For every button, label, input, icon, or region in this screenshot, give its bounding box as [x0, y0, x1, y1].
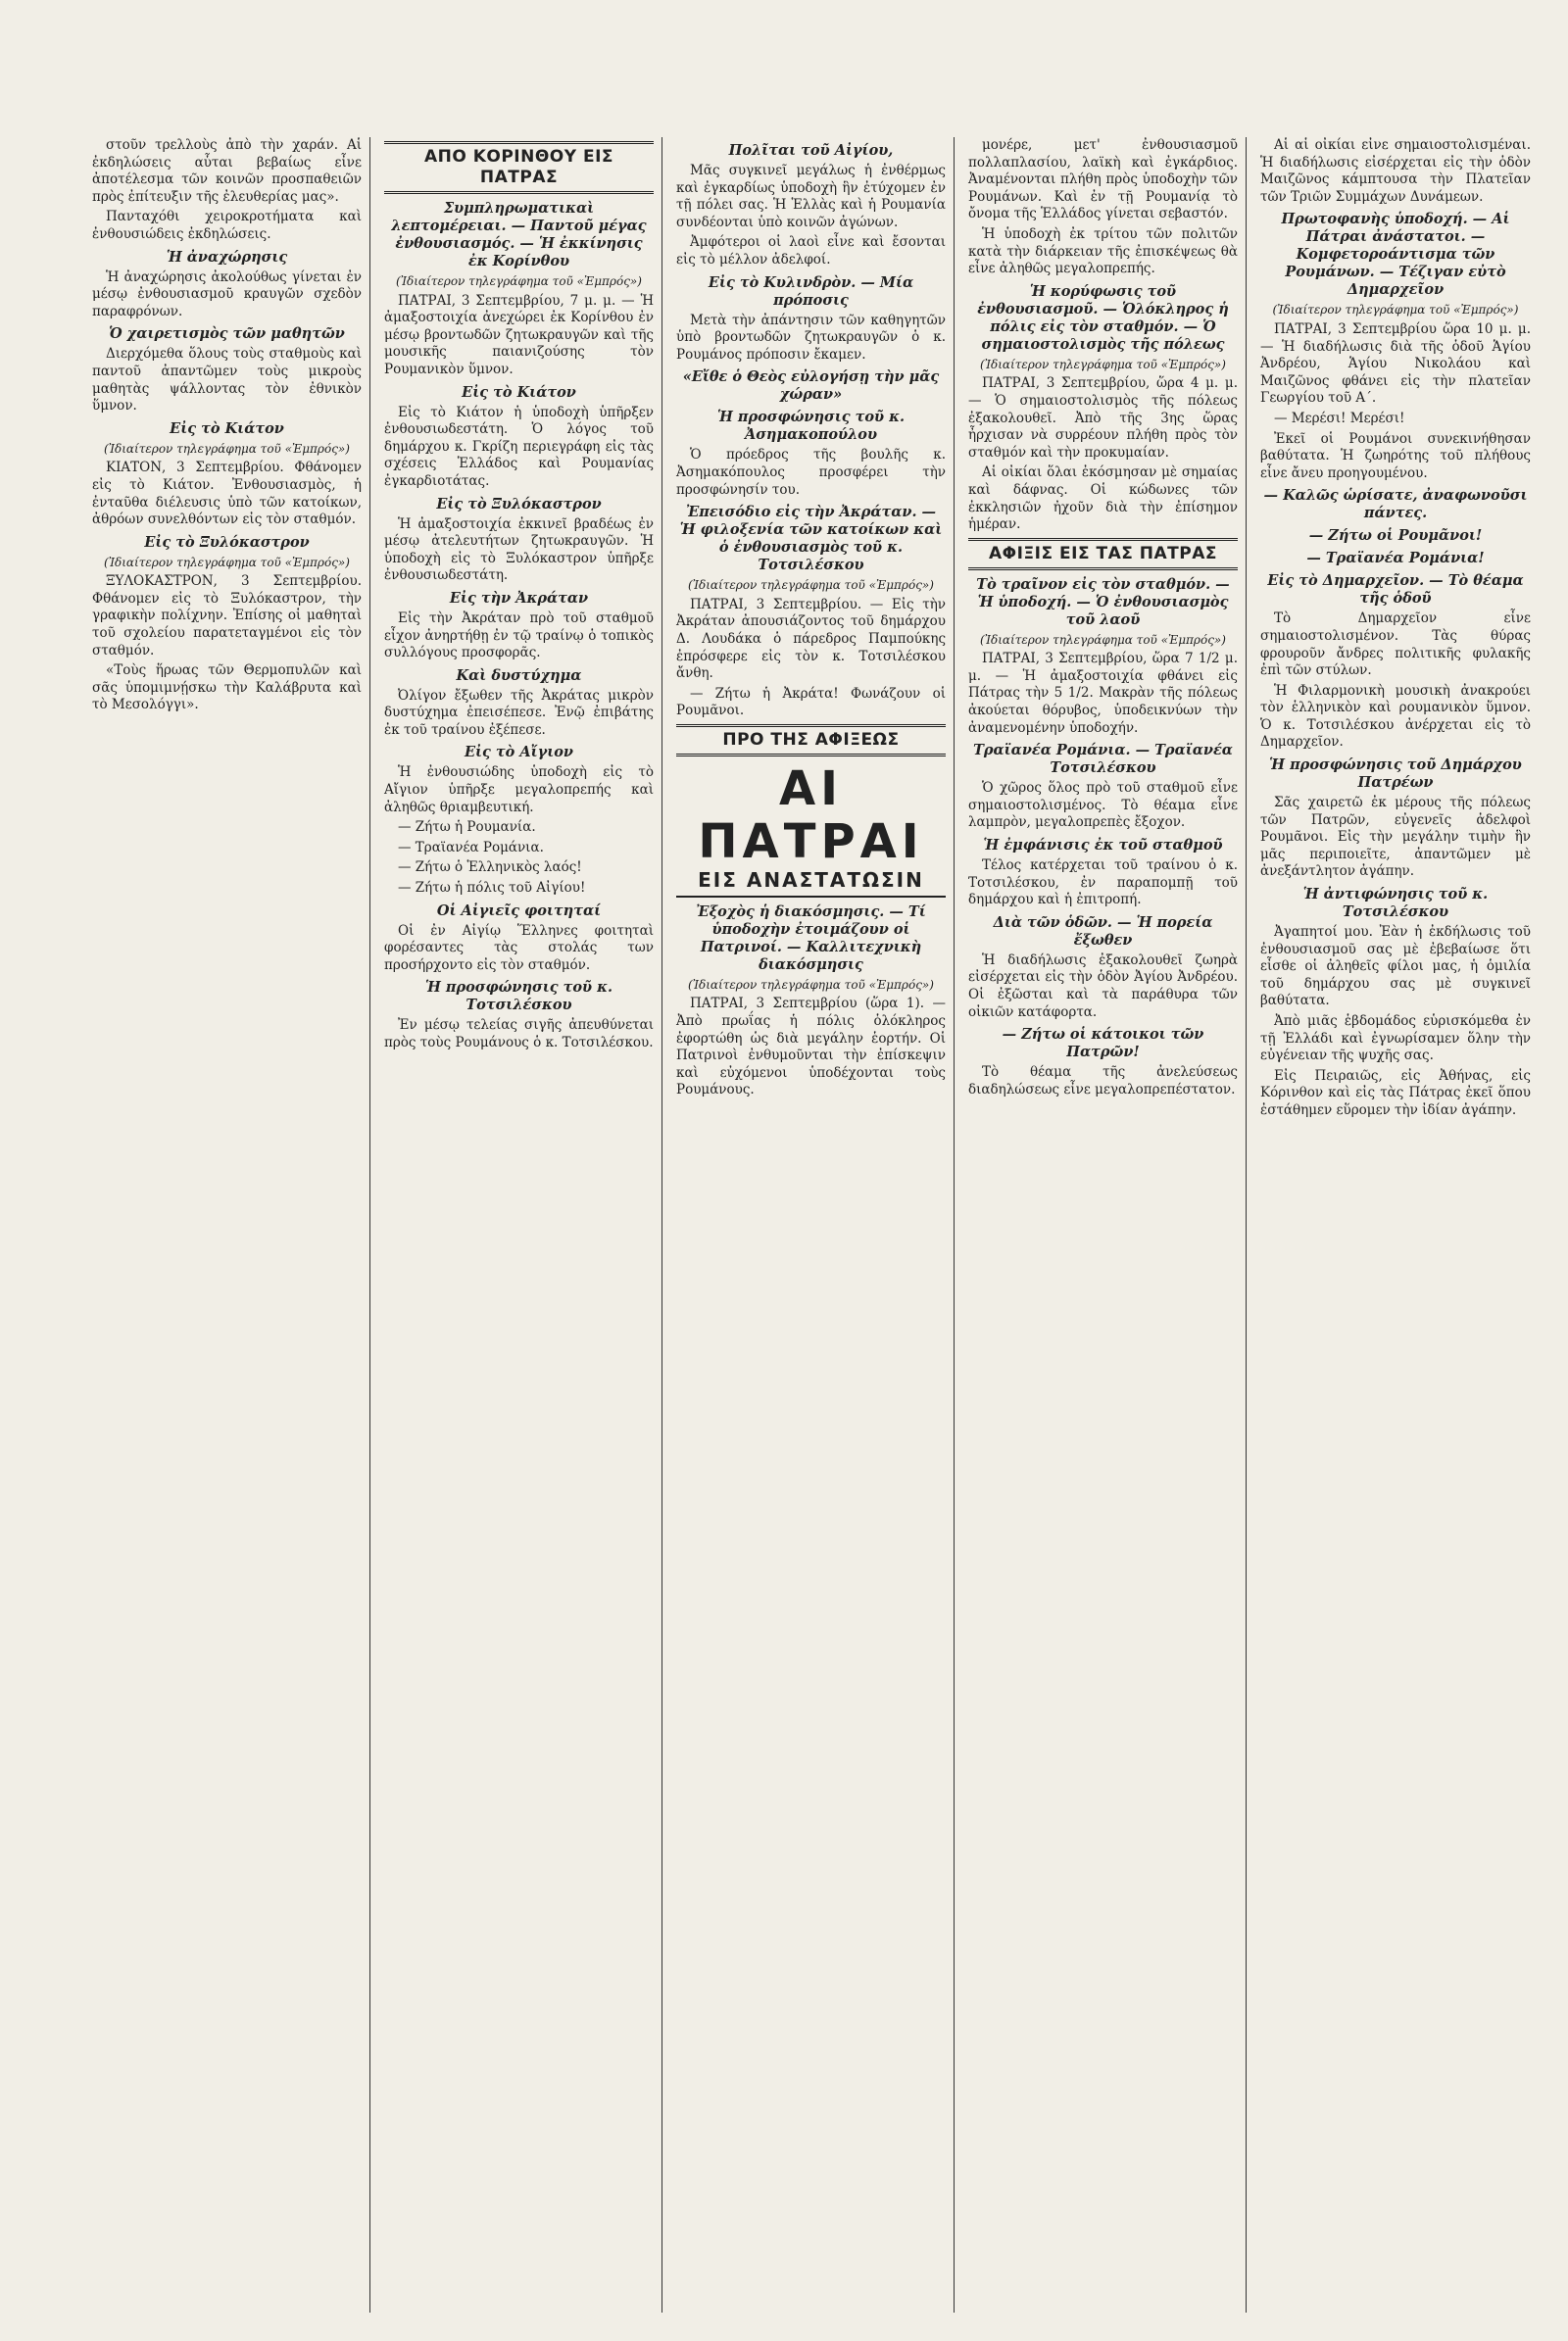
masthead [745, 90, 892, 123]
paragraph: Ἡ διαδήλωσις ἐξακολουθεῖ ζωηρὰ εἰσέρχεται εἰς τὴν ὁδὸν Ἀγίου Ἀνδρέου. Οἱ ἐξῶσται καὶ τὰ παράθυρα τῶν οἰκιῶν κατάφορτα. [968, 951, 1238, 1020]
subheading: Διὰ τῶν ὁδῶν. — Ἡ πορεία ἔξωθεν [993, 913, 1213, 949]
subheading: Εἰς τὸ Ξυλόκαστρον [436, 495, 602, 512]
paragraph: ΠΑΤΡΑΙ, 3 Σεπτεμβρίου, 7 μ. μ. — Ἡ ἀμαξοστοιχία ἀνεχώρει ἐκ Κορίνθου ἐν μέσῳ βροντωδῶν ζητωκραυγῶν καὶ τῆς μουσικῆς παιανιζούσης τὸν Ρουμανικὸν ὕμνον. [384, 292, 654, 377]
paragraph: Ὁ χῶρος ὅλος πρὸ τοῦ σταθμοῦ εἶνε σημαιοστολισμένος. Τὸ θέαμα εἶνε λαμπρὸν, μεγαλοπρεπὲς ἔξοχον. [968, 780, 1238, 831]
subheading: Εἰς τὴν Ἀκράταν [449, 589, 589, 607]
columns [88, 137, 1539, 2313]
paragraph: Ὀλίγον ἔξωθεν τῆς Ἀκράτας μικρὸν δυστύχημα ἐπεισέπεσε. Ἐνῷ ἐπιβάτης ἐκ τοῦ τραίνου ἐξέπεσε. [384, 687, 654, 738]
subheading: Εἰς τὸ Κιάτον [462, 383, 576, 401]
article-headline: ΑΦΙΞΙΣ ΕΙΣ ΤΑΣ ΠΑΤΡΑΣ [968, 538, 1238, 570]
paragraph: Τὸ Δημαρχεῖον εἶνε σημαιοστολισμένον. Τὰς θύρας φρουροῦν ἄνδρες πολιτικῆς φυλακῆς ἐπὶ τῶν στύλων. [1260, 610, 1531, 679]
dateline: (Ἰδιαίτερον τηλεγράφημα τοῦ «Ἐμπρός») [1272, 303, 1519, 317]
paragraph: ΠΑΤΡΑΙ, 3 Σεπτεμβρίου, ὥρα 4 μ. μ. — Ὁ σημαιοστολισμὸς τῆς πόλεως ἐξακολουθεῖ. Ἀπὸ τῆς 3ης ὥρας ἦρχισαν νὰ συρρέουν πλήθη πρὸς τὸν σταθμόν καὶ τὴν προκυμαίαν. [968, 375, 1238, 461]
paragraph: Σᾶς χαιρετῶ ἐκ μέρους τῆς πόλεως τῶν Πατρῶν, εὐγενεῖς ἀδελφοὶ Ρουμᾶνοι. Εἰς τὴν μεγάλην τιμὴν ἣν μᾶς περιποιεῖτε, ἀπαντῶμεν μὲ ἀνεξάντλητον ἀγάπην. [1260, 795, 1531, 880]
paragraph: Εἰς τὴν Ἀκράταν πρὸ τοῦ σταθμοῦ εἶχον ἀνηρτήθῃ ἐν τῷ τραίνῳ ὁ τοπικὸς συλλόγους προσφορᾶς. [384, 610, 654, 661]
paragraph: ΞΥΛΟΚΑΣΤΡΟΝ, 3 Σεπτεμβρίου. Φθάνομεν εἰς τὸ Ξυλόκαστρον, τὴν γραφικὴν πολίχνην. Ἐπίσης οἱ μαθηταὶ τοῦ σχολείου παρατεταγμένοι εἰς τὸν σταθμόν. [92, 573, 362, 658]
paragraph: Ἀμφότεροι οἱ λαοὶ εἶνε καὶ ἔσονται εἰς τὸ μέλλον ἀδελφοί. [676, 234, 946, 268]
column-4 [964, 137, 1247, 2313]
paragraph: Ἡ Φιλαρμονικὴ μουσικὴ ἀνακρούει τὸν ἑλληνικὸν καὶ ρουμανικὸν ὕμνον. Ὁ κ. Τοτσιλέσκου ἀνέρχεται εἰς τὸ Δημαρχεῖον. [1260, 682, 1531, 751]
subheading: — Καλῶς ὡρίσατε, ἀναφωνοῦσι πάντες. [1263, 487, 1528, 522]
column-3 [672, 137, 955, 2313]
paragraph: ΠΑΤΡΑΙ, 3 Σεπτεμβρίου (ὥρα 1). — Ἀπὸ πρωΐας ἡ πόλις ὁλόκληρος ἐφορτώθη ὡς διὰ μεγάλην ἑορτήν. Οἱ Πατρινοὶ ἐνθυμοῦνται τὴν ἐπίσκεψιν καὶ εὐχόμενοι ὑποδέχονται τοὺς Ρουμάνους. [676, 996, 946, 1098]
subheading: Εἰς τὸ Ξυλόκαστρον [144, 533, 310, 551]
dateline: (Ἰδιαίτερον τηλεγράφημα τοῦ «Ἐμπρός») [104, 441, 350, 456]
paragraph: Ἀπὸ μιᾶς ἑβδομάδος εὑρισκόμεθα ἐν τῇ Ἑλλάδι καὶ ἐγνωρίσαμεν ὅλην τὴν εὐγένειαν τῆς ψυχῆς σας. [1260, 1013, 1531, 1064]
subheading: Ἡ προσφώνησις τοῦ κ. Τοτσιλέσκου [424, 979, 613, 1014]
subheading: Τραϊανέα Ρομάνια. — Τραϊανέα Τοτσιλέσκου [973, 742, 1233, 777]
banner-headline: ΑΙ ΠΑΤΡΑΙ [698, 760, 924, 869]
subheading: Εἰς τὸ Κιάτον [170, 419, 284, 437]
quote: «Τοὺς ἥρωας τῶν Θερμοπυλῶν καὶ σᾶς ὑπομιμνῄσκω τὴν Καλάβρυτα καὶ τὸ Μεσολόγγι». [92, 662, 362, 713]
subheading: Ἡ προσφώνησις τοῦ Δημάρχου Πατρέων [1269, 756, 1522, 792]
paragraph: Αἱ αἱ οἰκίαι εἶνε σημαιοστολισμέναι. Ἡ διαδήλωσις εἰσέρχεται εἰς τὴν ὁδὸν Μαιζῶνος κάμπτουσα τὴν Πλατεῖαν τῶν Τριῶν Συμμάχων Δυνάμεων. [1260, 137, 1531, 205]
column-2 [380, 137, 662, 2313]
subheading: Συμπληρωματικαὶ λεπτομέρειαι. — Παντοῦ μέγας ἐνθουσιασμός. — Ἡ ἐκκίνησις ἐκ Κορίνθου [391, 200, 647, 269]
cheer: — Ζήτω ἡ Ἀκράτα! Φωνάζουν οἱ Ρουμᾶνοι. [676, 685, 946, 719]
dateline: (Ἰδιαίτερον τηλεγράφημα τοῦ «Ἐμπρός») [396, 274, 642, 288]
paragraph: Ἐν μέσῳ τελείας σιγῆς ἀπευθύνεται πρὸς τοὺς Ρουμάνους ὁ κ. Τοτσιλέσκου. [384, 1017, 654, 1050]
paragraph: Οἱ ἐν Αἰγίῳ Ἕλληνες φοιτηταὶ φορέσαντες τὰς στολάς των προσήρχοντο εἰς τὸν σταθμόν. [384, 922, 654, 973]
subheading: Ἡ ἐμφάνισις ἐκ τοῦ σταθμοῦ [983, 837, 1223, 854]
paragraph: ΠΑΤΡΑΙ, 3 Σεπτεμβρίου, ὥρα 7 1/2 μ. μ. — Ἡ ἀμαξοστοιχία φθάνει εἰς Πάτρας τὴν 5 1/2. Μακρὰν τῆς πόλεως ἀκούεται θόρυβος, ὑποδεικνύων τὴν ἀναμενομένην ὑποδοχήν. [968, 651, 1238, 736]
column-1 [88, 137, 370, 2313]
paragraph: Μετὰ τὴν ἀπάντησιν τῶν καθηγητῶν ὑπὸ βροντωδῶν ζητωκραυγῶν ὁ κ. Ρουμάνος πρόποσιν ἔκαμεν. [676, 312, 946, 363]
subheading: — Τραϊανέα Ρομάνια! [1306, 550, 1485, 567]
paragraph: Τέλος κατέρχεται τοῦ τραίνου ὁ κ. Τοτσιλέσκου, ἐν παραπομπῇ τοῦ δημάρχου καὶ ἡ ἐπιτροπή. [968, 857, 1238, 908]
column-5 [1256, 137, 1539, 2313]
cheer: — Τραϊανέα Ρομάνια. [398, 839, 544, 855]
paragraph: στοῦν τρελλοὺς ἀπὸ τὴν χαράν. Αἱ ἐκδηλώσεις αὗται βεβαίως εἶνε ἀποτέλεσμα τῶν κοινῶν προσπαθειῶν πρὸς ἐπίτευξιν τῆς ἐλευθερίας μας». [92, 137, 362, 205]
dateline: (Ἰδιαίτερον τηλεγράφημα τοῦ «Ἐμπρός») [688, 578, 934, 593]
subheading: — Ζήτω οἱ Ρουμᾶνοι! [1308, 527, 1483, 545]
subheading: Πρωτοφανὴς ὑποδοχή. — Αἱ Πάτραι ἀνάστατοι. — Κομφετοροάντισμα τῶν Ρουμάνων. — Τέζιγαν εὐτὸ Δημαρχεῖον [1281, 211, 1510, 299]
paragraph: Εἰς Πειραιῶς, εἰς Ἀθήνας, εἰς Κόρινθον καὶ εἰς τὰς Πάτρας ἐκεῖ ὅπου ἐστάθημεν εὕρομεν τὴν ἰδίαν ἀγάπην. [1260, 1067, 1531, 1118]
subheading: Οἱ Αἰγιεῖς φοιτηταί [436, 902, 602, 919]
paragraph: Πανταχόθι χειροκροτήματα καὶ ἐνθουσιώδεις ἐκδηλώσεις. [92, 209, 362, 242]
banner-subheadline: ΕΙΣ ΑΝΑΣΤΑΤΩΣΙΝ [676, 868, 946, 898]
cheer: — Ζήτω ἡ πόλις τοῦ Αἰγίου! [398, 880, 586, 897]
subheading: Εἰς τὸ Κυλινδρὸν. — Μία πρόποσις [708, 273, 914, 309]
paragraph: Διερχόμεθα ὅλους τοὺς σταθμοὺς καὶ παντοῦ ἀπαντῶμεν τοὺς μικροὺς μαθητὰς ψάλλοντας τὸν ἐθνικὸν ὕμνον. [92, 346, 362, 415]
subheading: Ὁ χαιρετισμὸς τῶν μαθητῶν [109, 325, 345, 343]
subheading: — Ζήτω οἱ κάτοικοι τῶν Πατρῶν! [1002, 1026, 1204, 1061]
subheading: Ἐπεισόδιο εἰς τὴν Ἀκράταν. — Ἡ φιλοξενία τῶν κατοίκων καὶ ὁ ἐνθουσιασμὸς τοῦ κ. Τοτσιλέσκου [679, 504, 943, 574]
paragraph: Ἐκεῖ οἱ Ρουμάνοι συνεκινήθησαν βαθύτατα. Ἡ ζωηρότης τοῦ πλήθους εἶνε ἄνευ προηγουμένου. [1260, 430, 1531, 481]
dateline: (Ἰδιαίτερον τηλεγράφημα τοῦ «Ἐμπρός») [980, 357, 1226, 371]
paragraph: Εἰς τὸ Κιάτον ἡ ὑποδοχὴ ὑπῆρξεν ἐνθουσιωδεστάτη. Ὁ λόγος τοῦ δημάρχου κ. Γκρίζη περιεγράφη εἰς τὰς σχέσεις Ἑλλάδος καὶ Ρουμανίας ἐγκαρδιοτάτας. [384, 404, 654, 489]
article-headline: ΑΠΟ ΚΟΡΙΝΘΟΥ ΕΙΣ ΠΑΤΡΑΣ [384, 141, 654, 194]
subheading: Εἰς τὸ Δημαρχεῖον. — Τὸ θέαμα τῆς ὁδοῦ [1267, 572, 1524, 608]
subheading: Ἡ προσφώνησις τοῦ κ. Ἀσημακοπούλου [716, 409, 906, 444]
paragraph: Ὁ πρόεδρος τῆς βουλῆς κ. Ἀσημακόπουλος προσφέρει τὴν προσφώνησίν του. [676, 447, 946, 498]
subheading: Ἡ ἀντιφώνησις τοῦ κ. Τοτσιλέσκου [1302, 886, 1489, 921]
paragraph: Ἡ ἀναχώρησις ἀκολούθως γίνεται ἐν μέσῳ ἐνθουσιασμοῦ κραυγῶν σχεδὸν παραφρόνων. [92, 268, 362, 319]
paragraph: Μᾶς συγκινεῖ μεγάλως ἡ ἐνθέρμως καὶ ἐγκαρδίως ὑποδοχὴ ἣν ἐτύχομεν ἐν τῇ πόλει σας. Ἡ Ἑλλὰς καὶ ἡ Ρουμανία συνδέονται ὑπὸ κοινῶν ἀγώνων. [676, 163, 946, 230]
dateline: (Ἰδιαίτερον τηλεγράφημα τοῦ «Ἐμπρός») [104, 555, 350, 569]
subheading: Ἡ ἀναχώρησις [166, 248, 288, 266]
paragraph: Ἡ ἀμαξοστοιχία ἐκκινεῖ βραδέως ἐν μέσῳ ἀτελευτήτων ζητωκραυγῶν. Ἡ ὑποδοχὴ εἰς τὸ Ξυλόκαστρον ὑπῆρξε ἐνθουσιωδεστάτη. [384, 515, 654, 584]
paragraph: Ἡ ἐνθουσιώδης ὑποδοχὴ εἰς τὸ Αἴγιον ὑπῆρξε μεγαλοπρεπής καὶ ἀληθῶς θριαμβευτική. [384, 764, 654, 815]
subheading: Εἰς τὸ Αἴγιον [464, 744, 573, 761]
subheading: Καὶ δυστύχημα [456, 666, 582, 684]
subheading: Τὸ τραῖνον εἰς τὸν σταθμόν. — Ἡ ὑποδοχή. — Ὁ ἐνθουσιασμὸς τοῦ λαοῦ [976, 575, 1230, 628]
subheading: Ἡ κορύφωσις τοῦ ἐνθουσιασμοῦ. — Ὁλόκληρος ἡ πόλις εἰς τὸν σταθμόν. — Ὁ σημαιοστολισμὸς τῆς πόλεως [977, 282, 1229, 353]
cheer: — Ζήτω ὁ Ἑλληνικὸς λαός! [398, 859, 582, 876]
paragraph: μονέρε, μετ' ἐνθουσιασμοῦ πολλαπλασίου, λαϊκὴ καὶ ἐγκάρδιος. Ἀναμένονται πλήθη πρὸς ὑποδοχὴν τῶν Ρουμάνων. Καὶ ἐν τῇ Ρουμανίᾳ τὸ ὄνομα τῆς Ἑλλάδος γίνεται σεβαστόν. [968, 137, 1238, 222]
cheer: — Ζήτω ἡ Ρουμανία. [398, 819, 536, 836]
paragraph: ΚΙΑΤΟΝ, 3 Σεπτεμβρίου. Φθάνομεν εἰς τὸ Κιάτον. Ἐνθουσιασμὸς, ἡ ἐνταῦθα διέλευσις ὑπὸ τῶν κατοίκων, ἀθρόων συνελθόντων εἰς τὸν σταθμόν. [92, 460, 362, 528]
article-headline: ΠΡΟ ΤΗΣ ΑΦΙΞΕΩΣ [676, 724, 946, 756]
subheading: Πολῖται τοῦ Αἰγίου, [728, 142, 894, 159]
paragraph: Ἀγαπητοί μου. Ἐὰν ἡ ἐκδήλωσις τοῦ ἐνθουσιασμοῦ σας μὲ ἐβεβαίωσε ὅτι εἶσθε οἱ ἀληθεῖς φίλοι μας, ἡ ὁμιλία τοῦ δημάρχου σας μὲ συγκινεῖ βαθύτατα. [1260, 924, 1531, 1009]
cheer: — Μερέσι! Μερέσι! [1274, 410, 1405, 426]
subheading: Ἐξοχὸς ἡ διακόσμησις. — Τί ὑποδοχὴν ἐτοιμάζουν οἱ Πατρινοί. — Καλλιτεχνικὴ διακόσμησις [696, 902, 926, 973]
dateline: (Ἰδιαίτερον τηλεγράφημα τοῦ «Ἐμπρός») [688, 977, 934, 992]
quote: «Εἴθε ὁ Θεὸς εὐλογήσῃ τὴν μᾶς χώραν» [682, 368, 940, 404]
paragraph: ΠΑΤΡΑΙ, 3 Σεπτεμβρίου. — Εἰς τὴν Ἀκράταν ἀπουσιάζοντος τοῦ δημάρχου Δ. Λουδάκα ὁ πάρεδρος Παμπούκης ἐπρόσφερε εἰς τὸν κ. Τοτσιλέσκου ἄνθη. [676, 596, 946, 682]
paragraph: Τὸ θέαμα τῆς ἀνελεύσεως διαδηλώσεως εἶνε μεγαλοπρεπέστατον. [968, 1064, 1238, 1097]
dateline: (Ἰδιαίτερον τηλεγράφημα τοῦ «Ἐμπρός») [980, 632, 1226, 647]
paragraph: Αἱ οἰκίαι ὅλαι ἐκόσμησαν μὲ σημαίας καὶ δάφνας. Οἱ κώδωνες τῶν ἐκκλησιῶν ἠχοῦν διὰ τὴν ἐπίσημον ἡμέραν. [968, 464, 1238, 533]
paragraph: ΠΑΤΡΑΙ, 3 Σεπτεμβρίου ὥρα 10 μ. μ. — Ἡ διαδήλωσις διὰ τῆς ὁδοῦ Ἁγίου Ἀνδρέου, Ἁγίου Νικολάου καὶ Μαιζῶνος φθάνει εἰς τὴν πλατεῖαν Γεωργίου τοῦ Α΄. [1260, 320, 1531, 407]
paragraph: Ἡ ὑποδοχὴ ἐκ τρίτου τῶν πολιτῶν κατὰ τὴν διάρκειαν τῆς ἐπισκέψεως θὰ εἶνε ἀληθῶς μεγαλοπρεπής. [968, 225, 1238, 277]
